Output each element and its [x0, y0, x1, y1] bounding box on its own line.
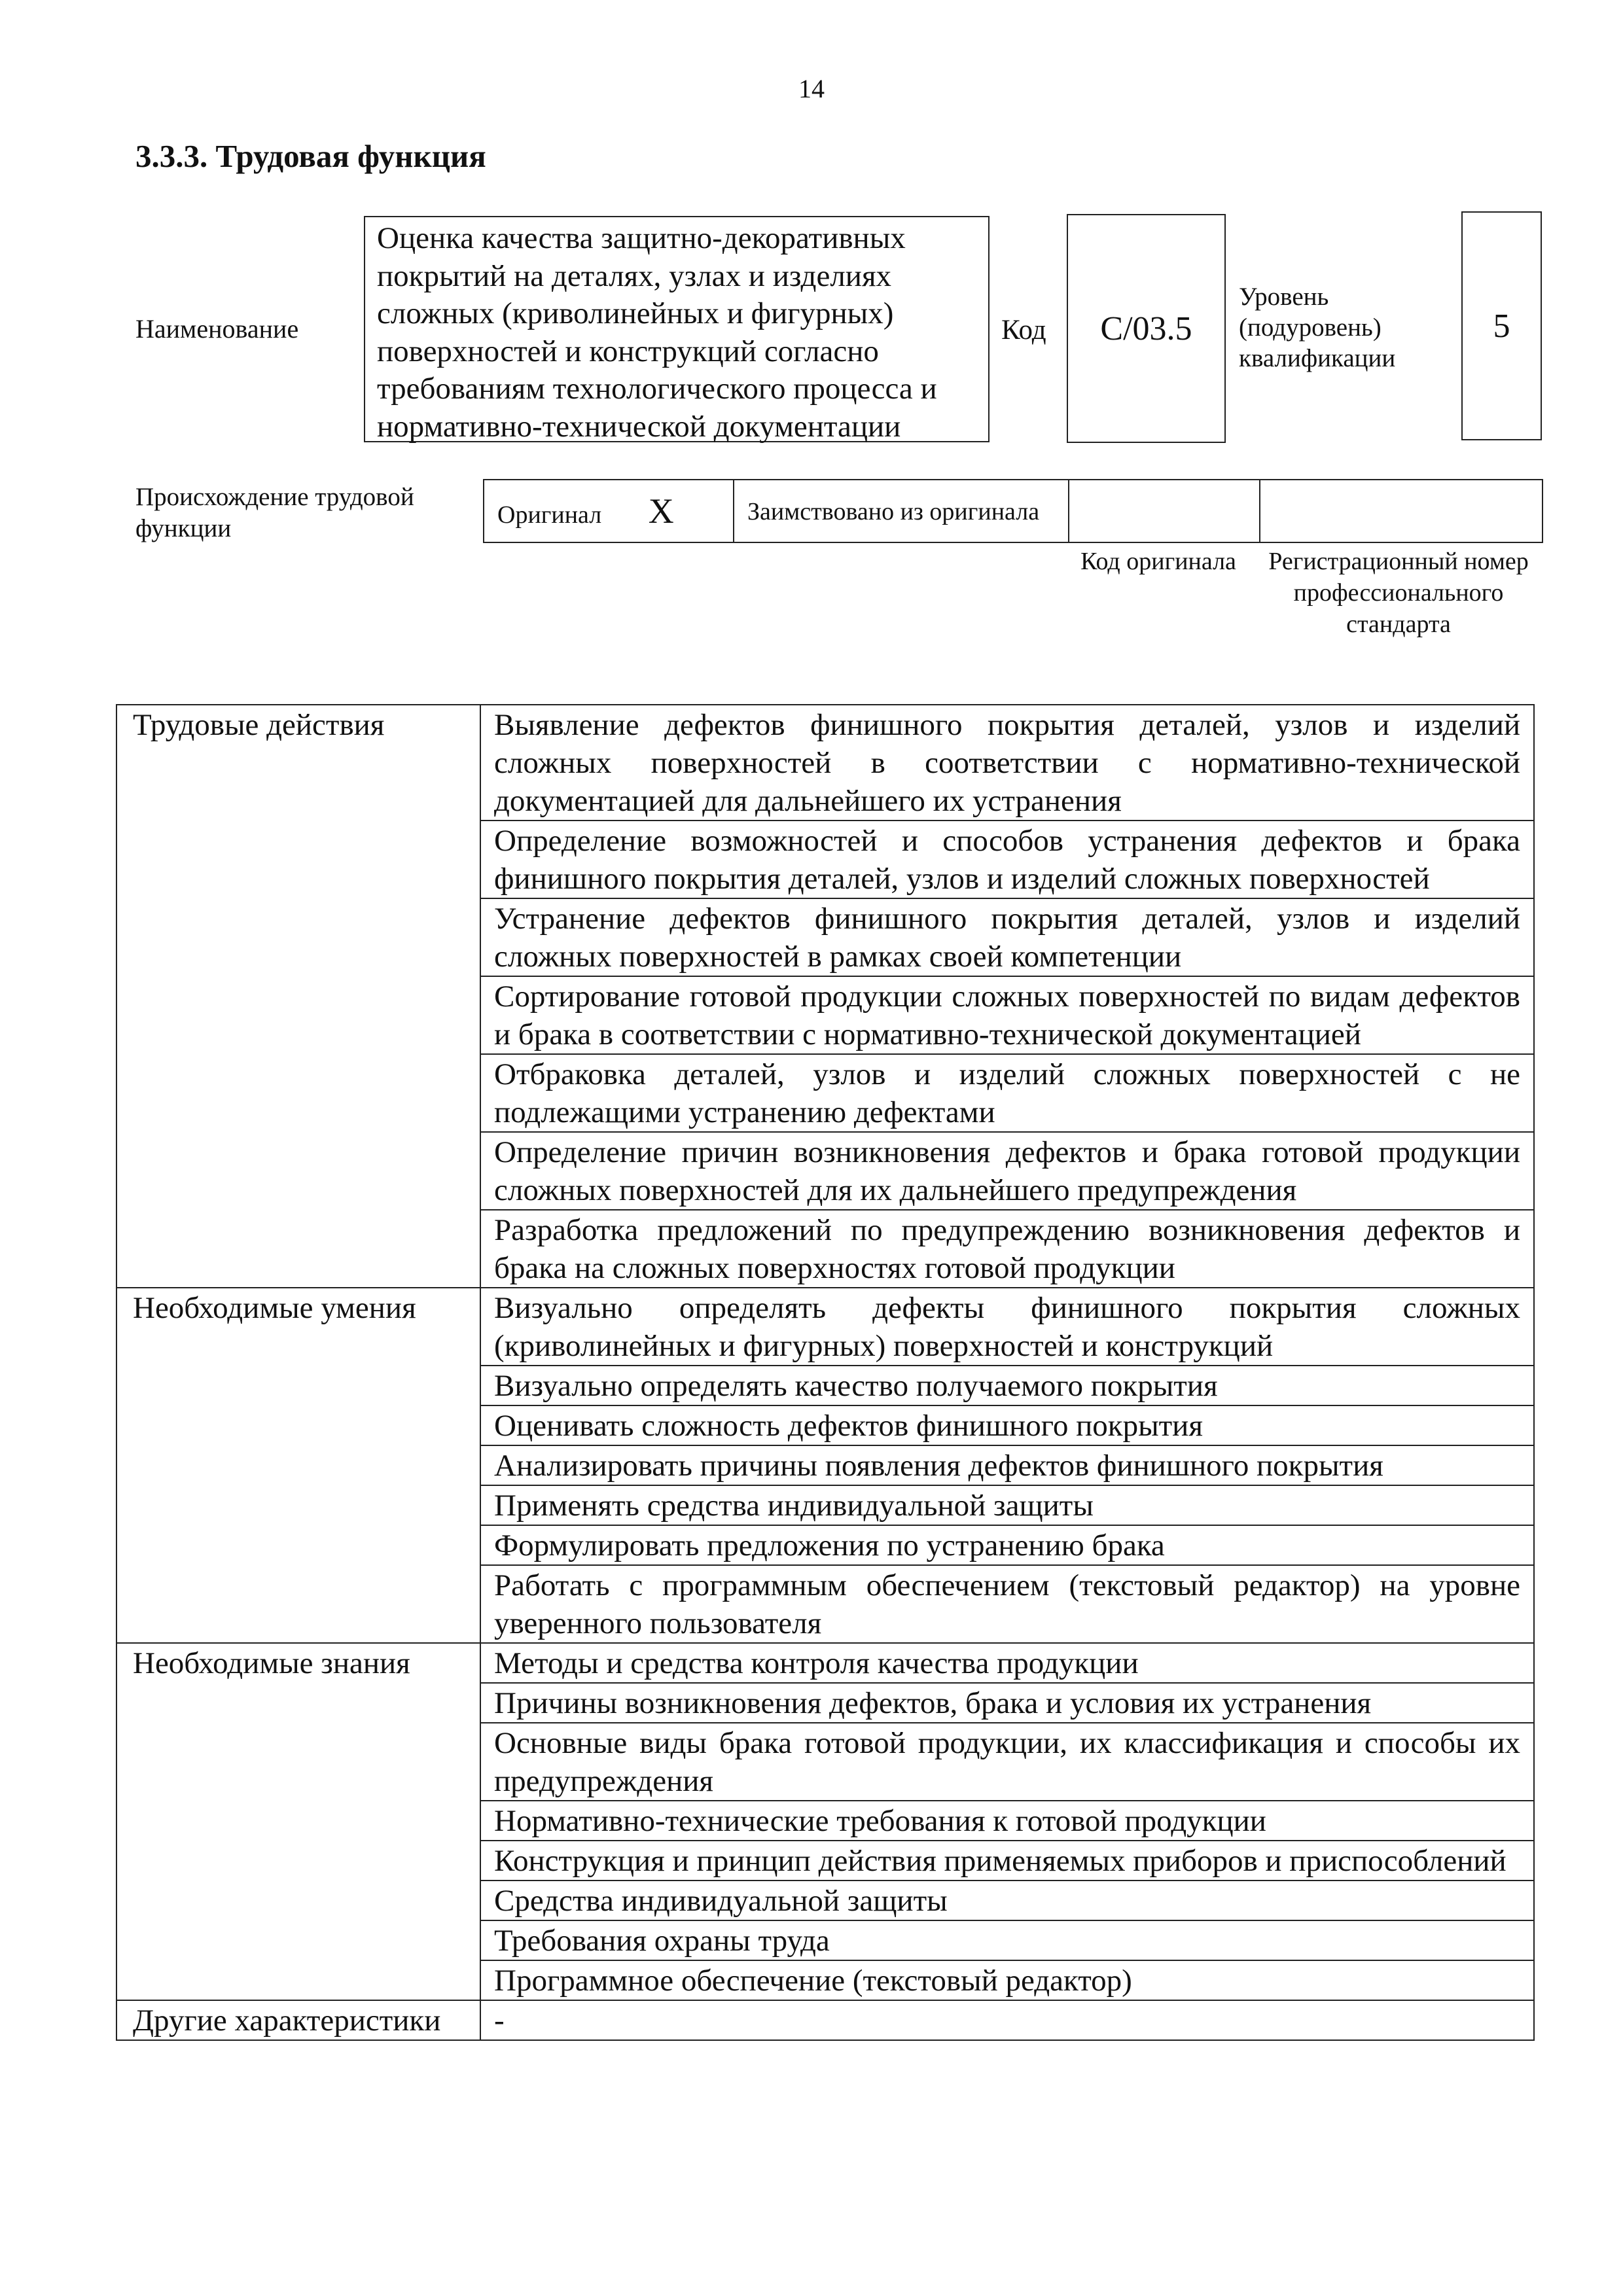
- labor-action-item: Сортирование готовой продукции сложных поверхностей по видам дефектов и брака в соответствии с нормативно-технической документацией: [480, 976, 1534, 1054]
- other-characteristics-value: -: [480, 2000, 1534, 2040]
- skill-item: Визуально определять качество получаемого покрытия: [480, 1366, 1534, 1405]
- knowledge-item: Конструкция и принцип действия применяемых приборов и приспособлений: [480, 1841, 1534, 1881]
- knowledge-item: Программное обеспечение (текстовый редактор): [480, 1960, 1534, 2000]
- origin-original-cell: [484, 480, 734, 542]
- labor-action-item: Определение возможностей и способов устранения дефектов и брака финишного покрытия деталей, узлов и изделий сложных поверхностей: [480, 821, 1534, 898]
- knowledge-item: Требования охраны труда: [480, 1920, 1534, 1960]
- labor-action-item: Отбраковка деталей, узлов и изделий сложных поверхностей с не подлежащими устранению дефектами: [480, 1054, 1534, 1132]
- knowledge-label: Необходимые знания: [116, 1643, 480, 2000]
- function-name-value: Оценка качества защитно-декоративных покрытий на деталях, узлах и изделиях сложных (криволинейных и фигурных) поверхностей и конструкций согласно требованиям технологического процесса и нормативно-технической документации: [377, 221, 937, 444]
- skill-item: Оценивать сложность дефектов финишного покрытия: [480, 1405, 1534, 1445]
- function-details-table: [116, 704, 1535, 2041]
- labor-actions-label: Трудовые действия: [116, 705, 480, 1288]
- skill-item: Анализировать причины появления дефектов финишного покрытия: [480, 1445, 1534, 1485]
- borrowed-label: Заимствовано из оригинала: [747, 498, 1040, 525]
- original-code-cell: [1069, 480, 1260, 542]
- name-label: Наименование: [135, 314, 299, 344]
- original-mark: X: [648, 491, 674, 531]
- skills-label: Необходимые умения: [116, 1288, 480, 1643]
- origin-table: [483, 479, 1543, 543]
- labor-action-item: Устранение дефектов финишного покрытия деталей, узлов и изделий сложных поверхностей в рамках своей компетенции: [480, 898, 1534, 976]
- skill-item: Работать с программным обеспечением (текстовый редактор) на уровне уверенного пользователя: [480, 1565, 1534, 1643]
- knowledge-item: Основные виды брака готовой продукции, их классификация и способы их предупреждения: [480, 1723, 1534, 1801]
- code-original-label: Код оригинала: [1080, 548, 1236, 575]
- borrowed-cell: [734, 480, 1069, 542]
- knowledge-item: Методы и средства контроля качества продукции: [480, 1643, 1534, 1683]
- skill-item: Визуально определять дефекты финишного покрытия сложных (криволинейных и фигурных) поверхностей и конструкций: [480, 1288, 1534, 1366]
- skill-item: Применять средства индивидуальной защиты: [480, 1485, 1534, 1525]
- level-value: 5: [1493, 307, 1510, 345]
- reg-number-label: Регистрационный номер профессионального стандарта: [1268, 548, 1529, 638]
- original-label: Оригинал: [497, 501, 602, 529]
- labor-action-item: Разработка предложений по предупреждению возникновения дефектов и брака на сложных поверхностях готовой продукции: [480, 1210, 1534, 1288]
- other-characteristics-label: Другие характеристики: [116, 2000, 480, 2040]
- knowledge-item: Причины возникновения дефектов, брака и условия их устранения: [480, 1683, 1534, 1723]
- code-label: Код: [1001, 315, 1046, 345]
- code-box: [1067, 214, 1226, 443]
- labor-action-item: Выявление дефектов финишного покрытия деталей, узлов и изделий сложных поверхностей в соответствии с нормативно-технической документацией для дальнейшего их устранения: [480, 705, 1534, 821]
- knowledge-item: Средства индивидуальной защиты: [480, 1881, 1534, 1920]
- section-title: 3.3.3. Трудовая функция: [135, 138, 486, 174]
- page-number: 14: [798, 74, 825, 103]
- reg-number-cell: [1260, 480, 1543, 542]
- code-value: С/03.5: [1100, 309, 1192, 347]
- level-box: [1461, 211, 1542, 440]
- qualification-level-label: Уровень (подуровень) квалификации: [1239, 283, 1396, 372]
- origin-label: Происхождение трудовой функции: [135, 483, 414, 542]
- skill-item: Формулировать предложения по устранению брака: [480, 1525, 1534, 1565]
- knowledge-item: Нормативно-технические требования к готовой продукции: [480, 1801, 1534, 1841]
- function-name-box: [364, 216, 990, 442]
- labor-action-item: Определение причин возникновения дефектов и брака готовой продукции сложных поверхностей для их дальнейшего предупреждения: [480, 1132, 1534, 1210]
